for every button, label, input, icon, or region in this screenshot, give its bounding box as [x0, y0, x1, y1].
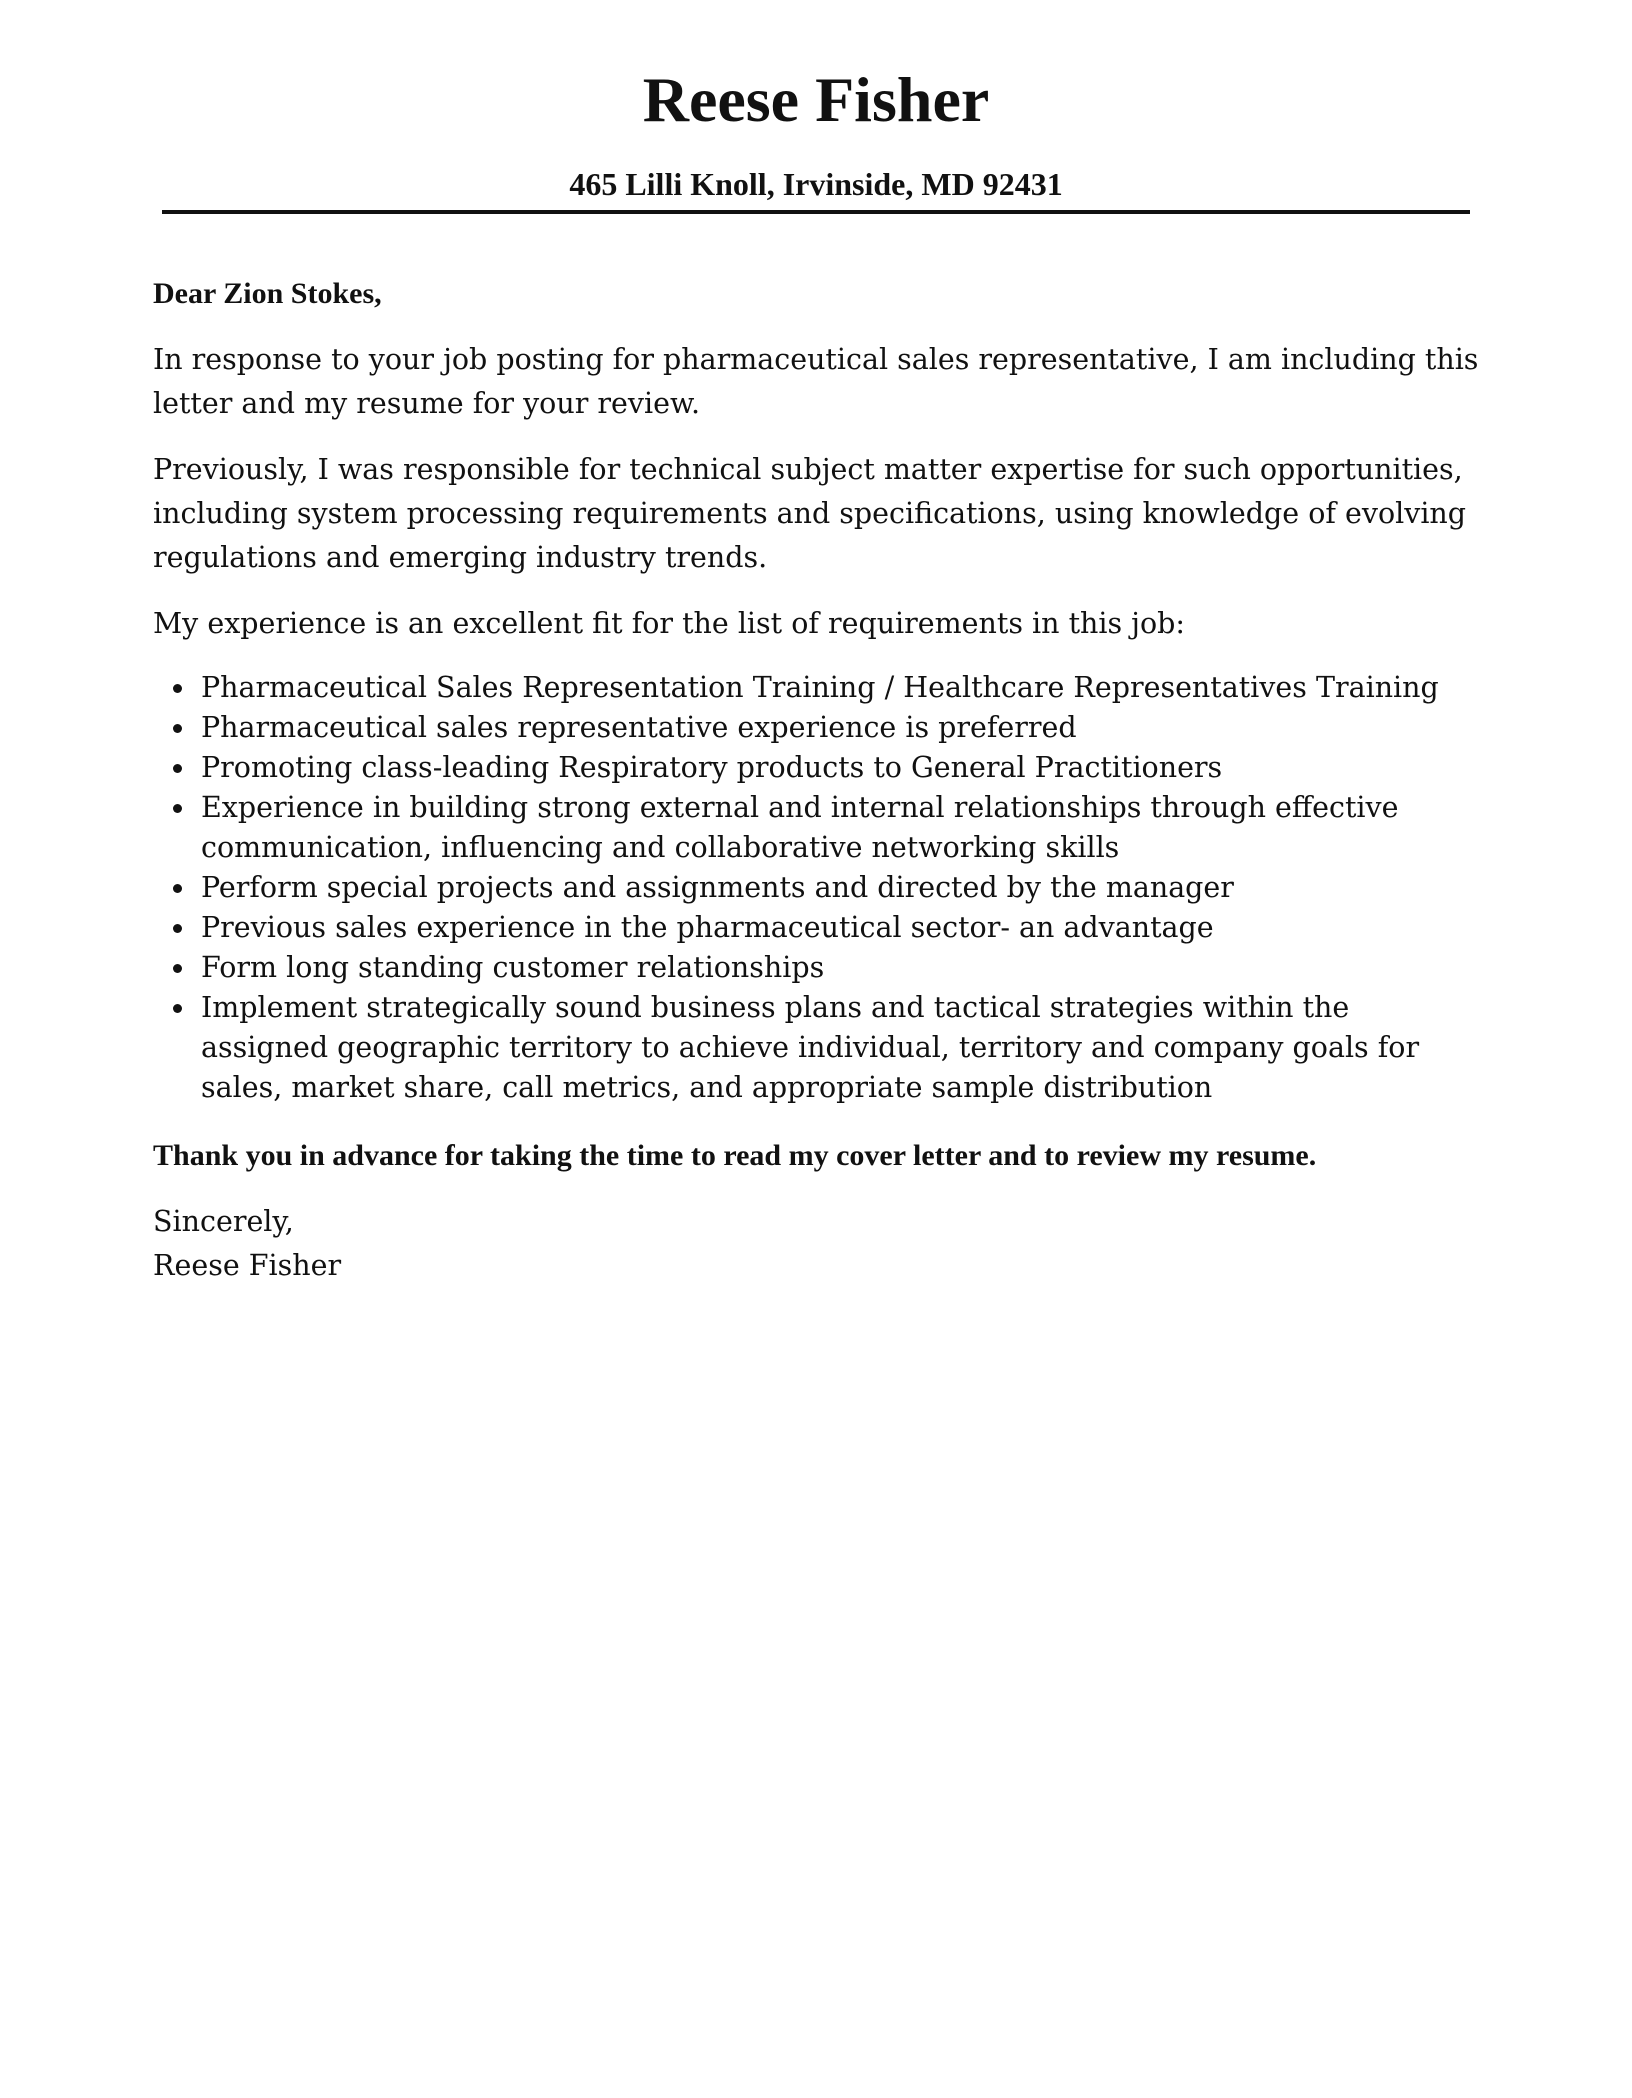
list-item — [153, 708, 1483, 748]
requirements-intro: My experience is an excellent fit for the list of requirements in this job: — [153, 607, 1186, 640]
list-item-text: Pharmaceutical sales representative experience is preferred — [201, 711, 1077, 744]
bullet-icon — [173, 764, 182, 773]
list-item-text: Promoting class-leading Respiratory products to General Practitioners — [201, 751, 1223, 784]
closing: Sincerely, — [153, 1205, 294, 1238]
thank-you-note: Thank you in advance for taking the time to read my cover letter and to review my resume. — [153, 1139, 1317, 1172]
bullet-icon — [173, 964, 182, 973]
sender-name: Reese Fisher — [642, 64, 990, 135]
bullet-icon — [173, 804, 182, 813]
list-item — [153, 908, 1483, 948]
bullet-icon — [173, 1004, 182, 1013]
list-item — [153, 748, 1483, 788]
list-item — [153, 668, 1483, 708]
bullet-icon — [173, 724, 182, 733]
list-item — [153, 988, 1483, 1108]
list-item — [153, 788, 1483, 868]
bullet-icon — [173, 884, 182, 893]
bullet-icon — [173, 924, 182, 933]
list-item-text: Experience in building strong external and internal relationships through effective communication, influencing and collaborative networking skills — [201, 791, 1399, 864]
intro-paragraph: In response to your job posting for pharmaceutical sales representative, I am including this letter and my resume for your review. — [153, 343, 1479, 420]
list-item — [153, 948, 1483, 988]
bullet-icon — [173, 684, 182, 693]
requirements-list — [153, 668, 1483, 1108]
list-item-text: Perform special projects and assignments and directed by the manager — [201, 871, 1234, 904]
sender-address: 465 Lilli Knoll, Irvinside, MD 92431 — [569, 166, 1063, 202]
list-item-text: Form long standing customer relationships — [201, 951, 825, 984]
list-item — [153, 868, 1483, 908]
list-item-text: Previous sales experience in the pharmaceutical sector- an advantage — [201, 911, 1214, 944]
signature-name: Reese Fisher — [153, 1249, 342, 1282]
salutation: Dear Zion Stokes, — [153, 277, 382, 310]
letter-body — [153, 272, 1483, 1288]
header-divider — [162, 210, 1470, 214]
list-item-text: Implement strategically sound business plans and tactical strategies within the assigned geographic territory to achieve individual, territory and company goals for sales, market share, call metrics, and appropriate sample distribution — [201, 991, 1420, 1104]
list-item-text: Pharmaceutical Sales Representation Training / Healthcare Representatives Training — [201, 671, 1439, 704]
experience-paragraph: Previously, I was responsible for technical subject matter expertise for such opportunities, including system processing requirements and specifications, using knowledge of evolving regulations and emerging industry trends. — [153, 453, 1467, 574]
